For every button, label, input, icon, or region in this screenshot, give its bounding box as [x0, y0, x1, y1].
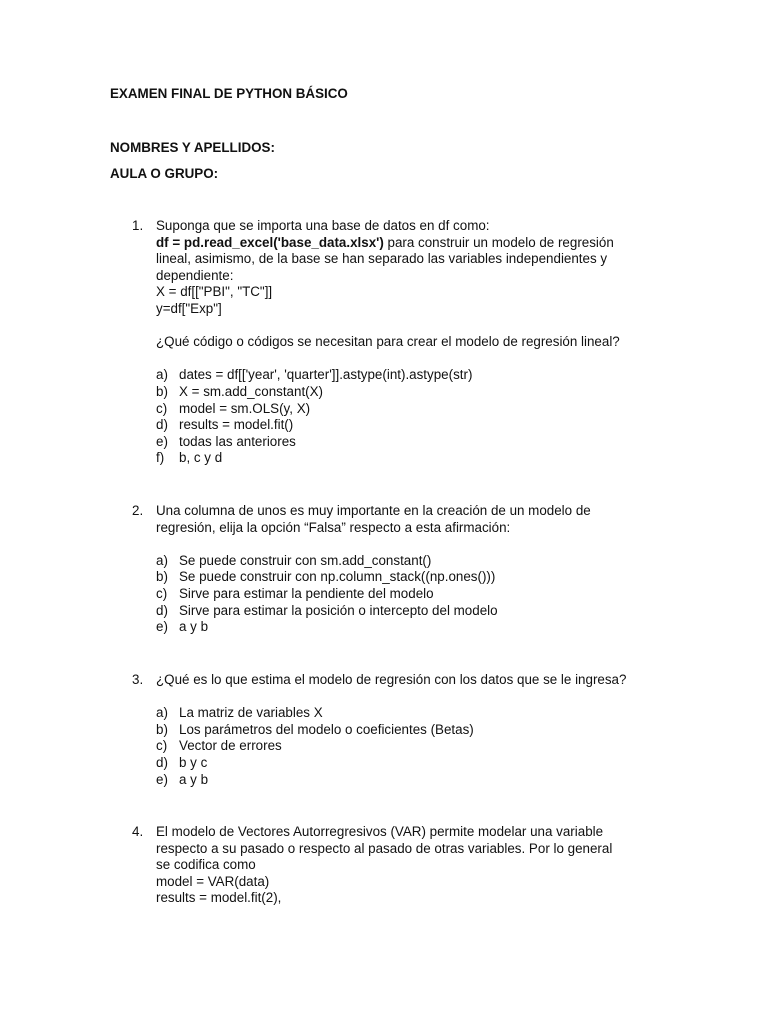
- option-letter: c): [156, 400, 168, 416]
- option-letter: e): [156, 619, 168, 635]
- question-text: El modelo de Vectores Autorregresivos (VAR) permite modelar una variable: [156, 824, 604, 839]
- answer-option: [156, 619, 670, 636]
- code-line: model = VAR(data): [156, 873, 270, 889]
- answer-option: [156, 434, 670, 451]
- option-letter: d): [156, 602, 168, 618]
- option-letter: e): [156, 771, 168, 787]
- answer-option: [156, 450, 670, 467]
- question-1: [110, 218, 670, 467]
- option-letter: b): [156, 383, 168, 399]
- option-letter: a): [156, 367, 168, 383]
- option-letter: b): [156, 569, 168, 585]
- option-letter: f): [156, 450, 165, 466]
- answer-option: [156, 772, 670, 789]
- option-letter: e): [156, 433, 168, 449]
- question-4: [110, 824, 670, 907]
- answer-option: [156, 603, 670, 620]
- answer-option: [156, 553, 670, 570]
- question-2: [110, 503, 670, 636]
- question-text: para construir un modelo de regresión: [383, 234, 614, 250]
- question-prompt: ¿Qué código o códigos se necesitan para crear el modelo de regresión lineal?: [156, 334, 620, 350]
- option-text: b y c: [179, 754, 208, 770]
- option-letter: c): [156, 738, 168, 754]
- option-text: La matriz de variables X: [179, 705, 323, 721]
- question-number: 3.: [132, 672, 144, 687]
- question-text: respecto a su pasado o respecto al pasado de otras variables. Por lo general: [156, 840, 613, 856]
- code-line: y=df["Exp"]: [156, 300, 222, 316]
- option-text: X = sm.add_constant(X): [179, 383, 324, 399]
- option-text: b, c y d: [179, 450, 223, 466]
- answer-option: [156, 586, 670, 603]
- question-number: 1.: [132, 218, 144, 233]
- answer-option: [156, 722, 670, 739]
- question-number: 4.: [132, 824, 144, 839]
- names-label: NOMBRES Y APELLIDOS:: [110, 140, 275, 155]
- option-text: results = model.fit(): [179, 417, 294, 433]
- option-text: a y b: [179, 619, 209, 635]
- answer-option: [156, 401, 670, 418]
- question-text-code-line: [156, 235, 670, 252]
- answer-option: [156, 417, 670, 434]
- question-text: Una columna de unos es muy importante en la creación de un modelo de: [156, 503, 591, 518]
- group-label: AULA O GRUPO:: [110, 166, 219, 181]
- code-line: results = model.fit(2),: [156, 890, 282, 906]
- option-text: a y b: [179, 771, 209, 787]
- code-snippet: df = pd.read_excel('base_data.xlsx'): [156, 234, 384, 250]
- question-text: regresión, elija la opción “Falsa” respecto a esta afirmación:: [156, 519, 511, 535]
- answer-option: [156, 367, 670, 384]
- option-letter: b): [156, 721, 168, 737]
- option-text: Sirve para estimar la posición o intercepto del modelo: [179, 602, 498, 618]
- code-line: X = df[["PBI", "TC"]]: [156, 284, 273, 300]
- answer-option: [156, 738, 670, 755]
- question-3: [110, 672, 670, 788]
- answer-option: [156, 755, 670, 772]
- question-text: se codifica como: [156, 857, 256, 873]
- option-letter: d): [156, 754, 168, 770]
- option-letter: c): [156, 585, 168, 601]
- option-letter: d): [156, 417, 168, 433]
- exam-title: EXAMEN FINAL DE PYTHON BÁSICO: [110, 86, 348, 101]
- option-text: Se puede construir con sm.add_constant(): [179, 552, 432, 568]
- question-number: 2.: [132, 503, 144, 518]
- option-text: Se puede construir con np.column_stack((np.ones())): [179, 569, 496, 585]
- question-text: Suponga que se importa una base de datos en df como:: [156, 218, 490, 233]
- answer-option: [156, 569, 670, 586]
- option-text: Los parámetros del modelo o coeficientes (Betas): [179, 721, 474, 737]
- option-text: Vector de errores: [179, 738, 282, 754]
- question-text: ¿Qué es lo que estima el modelo de regresión con los datos que se le ingresa?: [156, 672, 627, 687]
- option-text: model = sm.OLS(y, X): [179, 400, 311, 416]
- question-text: dependiente:: [156, 267, 234, 283]
- option-letter: a): [156, 705, 168, 721]
- answer-option: [156, 384, 670, 401]
- answer-option: [156, 705, 670, 722]
- question-text: lineal, asimismo, de la base se han separado las variables independientes y: [156, 251, 608, 267]
- option-letter: a): [156, 552, 168, 568]
- option-text: dates = df[['year', 'quarter']].astype(int).astype(str): [179, 367, 473, 383]
- option-text: Sirve para estimar la pendiente del modelo: [179, 585, 434, 601]
- option-text: todas las anteriores: [179, 433, 296, 449]
